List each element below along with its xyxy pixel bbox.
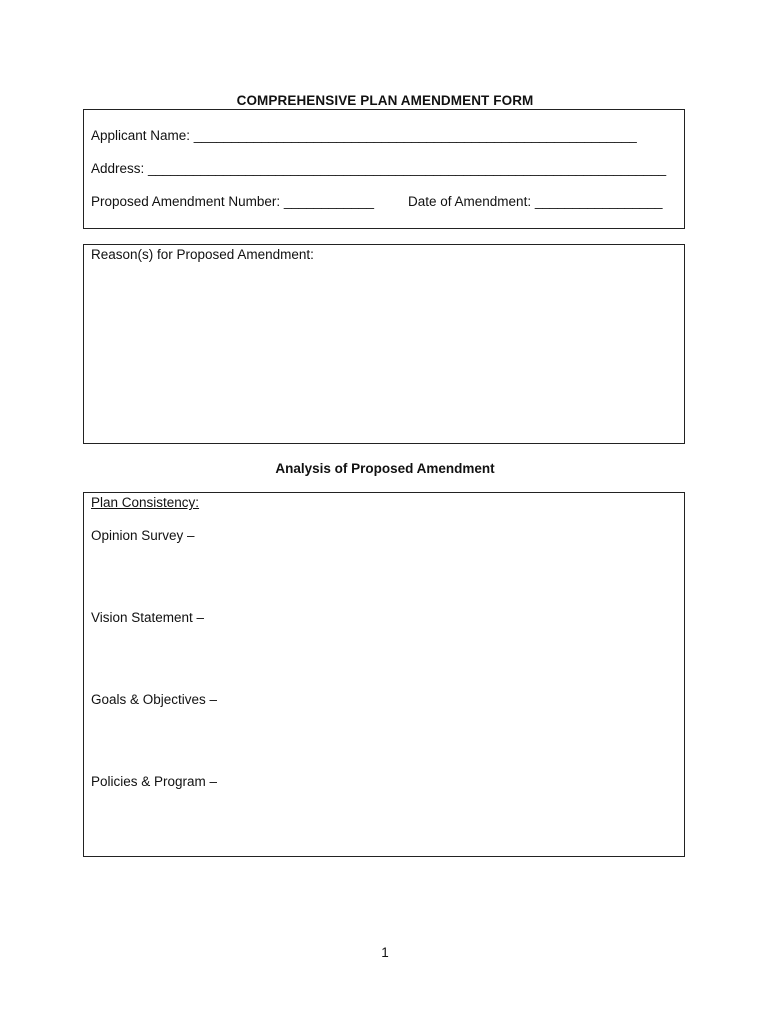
page-number: 1 (381, 945, 389, 960)
goals-objectives-label: Goals & Objectives – (91, 692, 218, 707)
amendment-number-field[interactable]: Proposed Amendment Number: ____________ (91, 194, 374, 209)
form-title: COMPREHENSIVE PLAN AMENDMENT FORM (236, 93, 534, 108)
address-field[interactable]: Address: _____________________________________________________________________ (91, 161, 667, 176)
date-of-amendment-field[interactable]: Date of Amendment: _________________ (408, 194, 663, 209)
applicant-name-field[interactable]: Applicant Name: ___________________________________________________________ (91, 128, 637, 143)
plan-consistency-label: Plan Consistency: (91, 495, 200, 510)
reasons-box[interactable] (83, 244, 685, 444)
reasons-label: Reason(s) for Proposed Amendment: (91, 247, 314, 262)
opinion-survey-label: Opinion Survey – (91, 528, 195, 543)
policies-program-label: Policies & Program – (91, 774, 218, 789)
vision-statement-label: Vision Statement – (91, 610, 205, 625)
analysis-heading: Analysis of Proposed Amendment (275, 461, 495, 476)
applicant-info-box (83, 109, 685, 229)
analysis-box (83, 492, 685, 857)
